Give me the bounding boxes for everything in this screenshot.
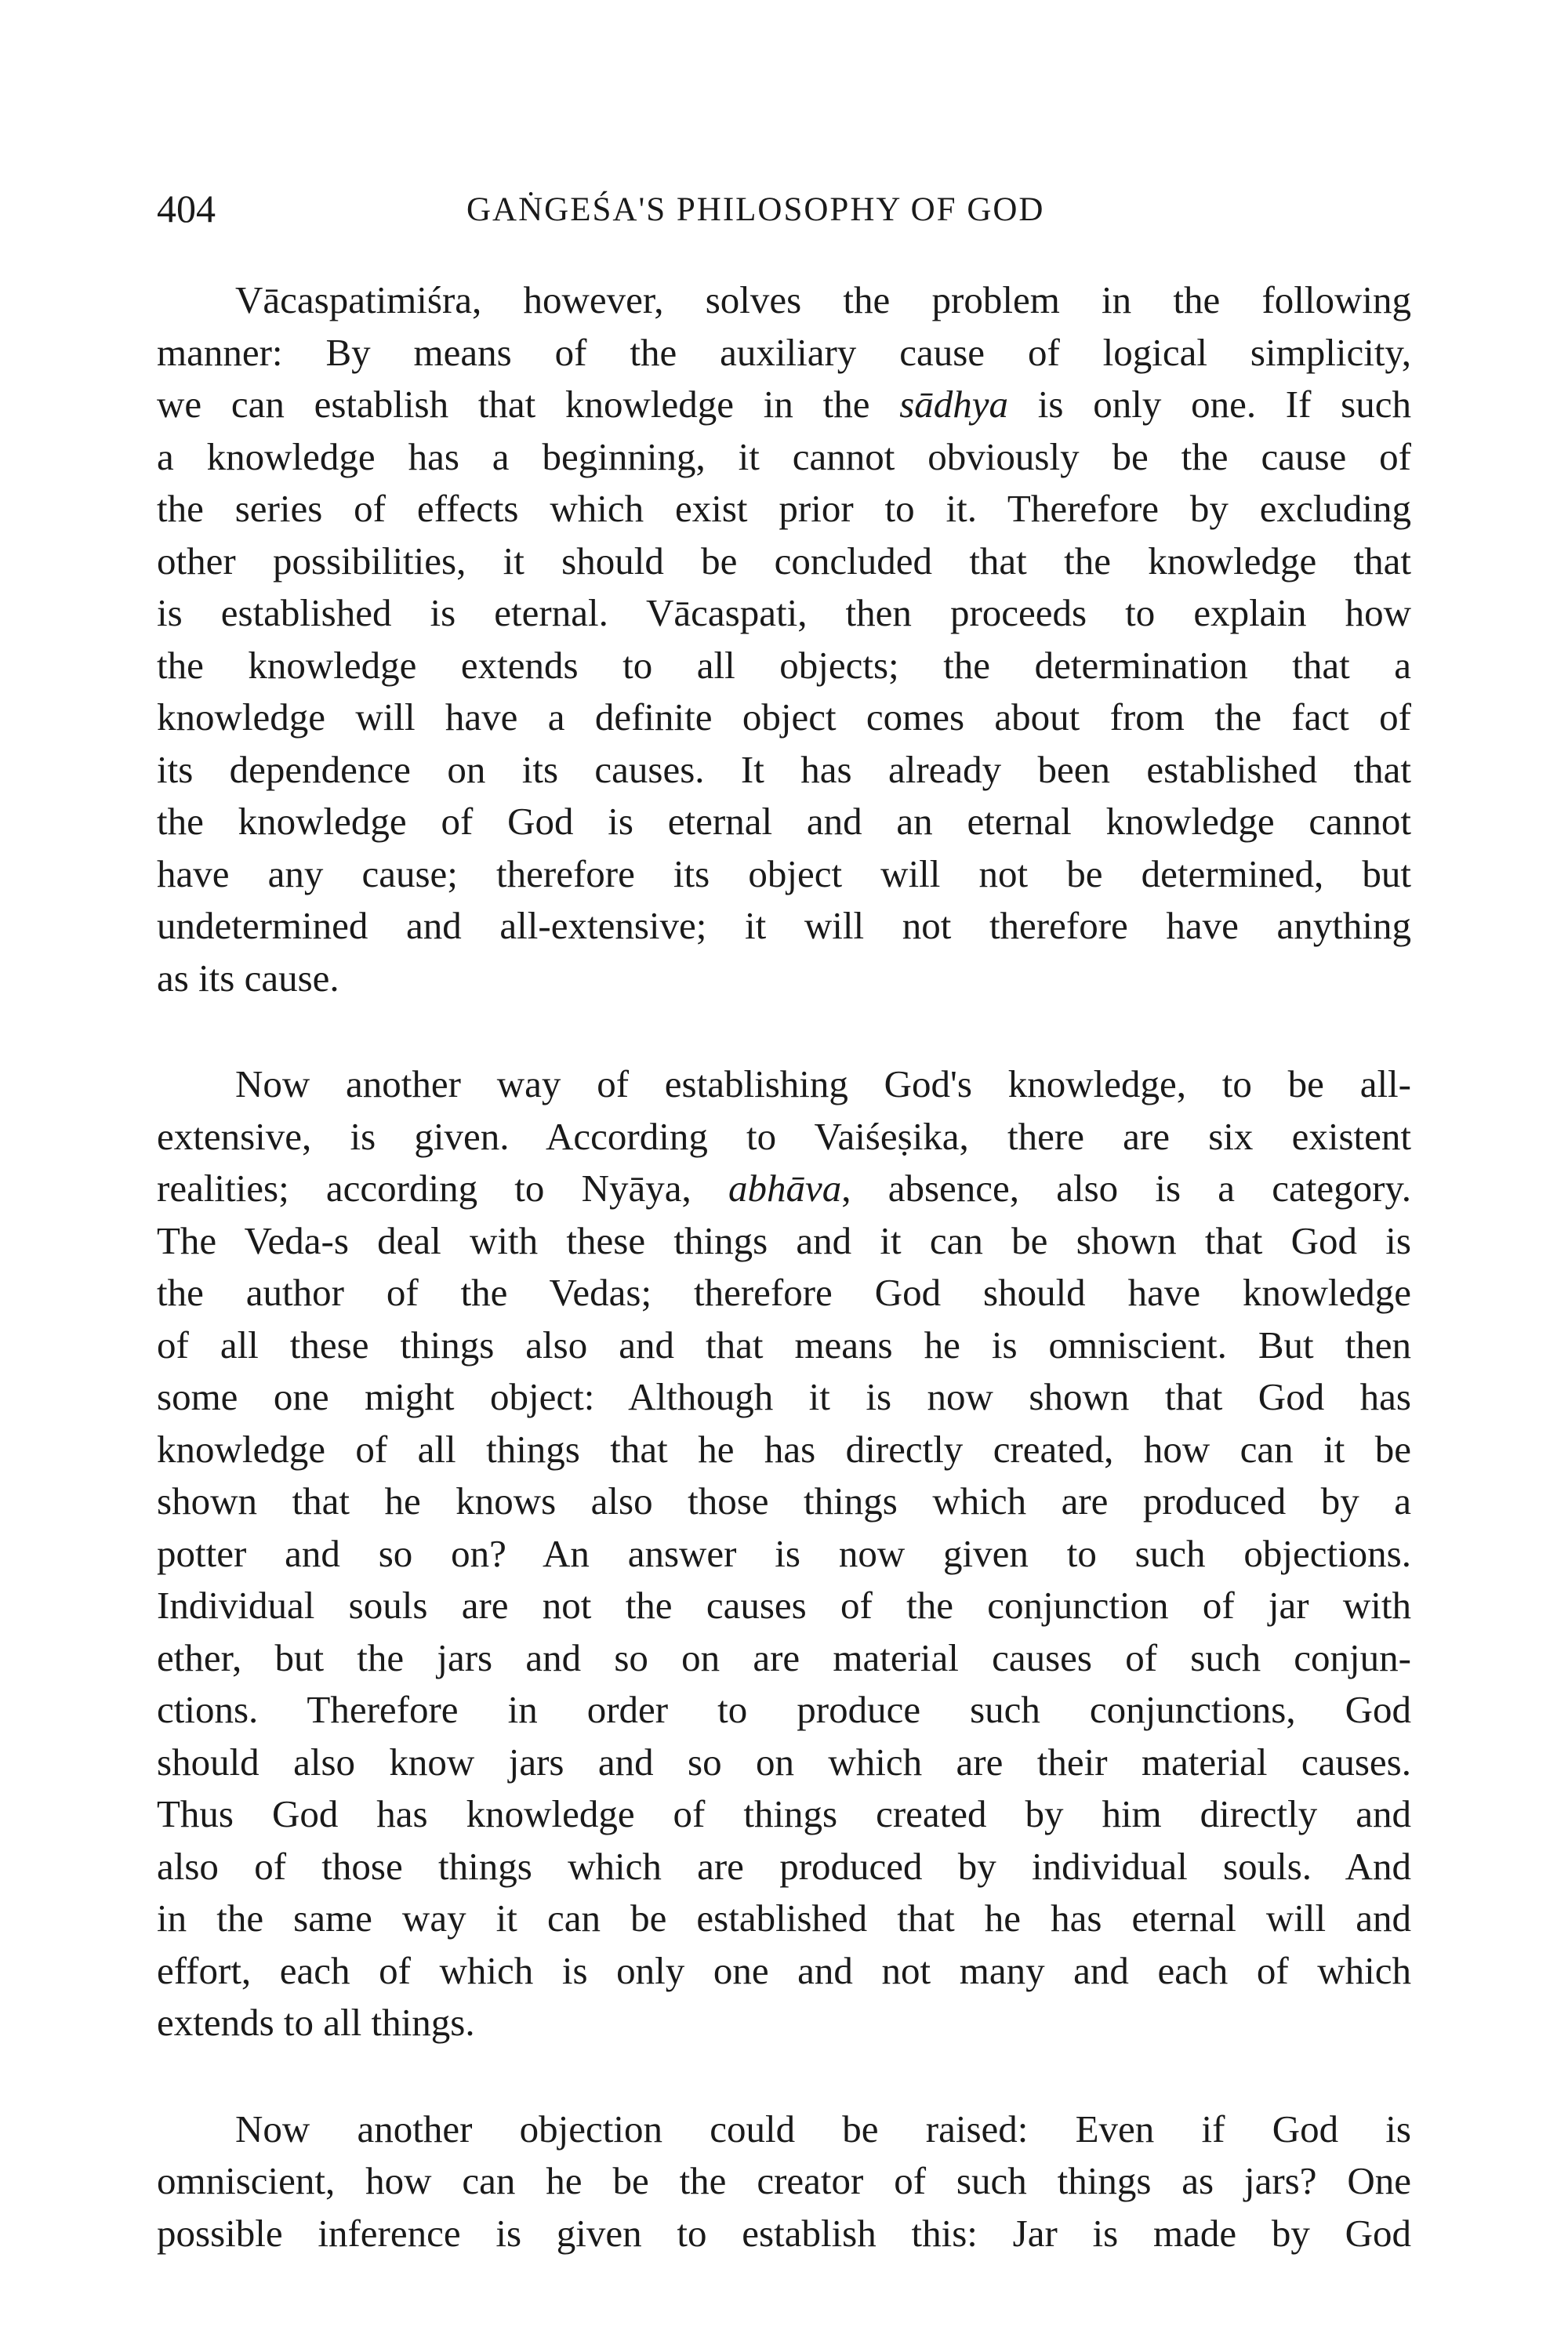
text-segment: we can establish that knowledge in the bbox=[157, 383, 900, 426]
paragraph-1 bbox=[157, 274, 1411, 1004]
page-number: 404 bbox=[157, 187, 216, 230]
text-line: Thus God has knowledge of things created by him directly and bbox=[157, 1792, 1411, 1835]
text-line: manner: By means of the auxiliary cause of logical simplicity, bbox=[157, 330, 1411, 374]
text-line: also of those things which are produced by individual souls. And bbox=[157, 1844, 1411, 1888]
text-line: have any cause; therefore its object will not be determined, but bbox=[157, 851, 1411, 895]
text-line: some one might object: Although it is now shown that God has bbox=[157, 1375, 1411, 1418]
text-line: Individual souls are not the causes of the conjunction of jar with bbox=[157, 1584, 1411, 1627]
text-line: extends to all things. bbox=[157, 2001, 475, 2044]
page-header bbox=[157, 185, 1411, 240]
text-line: the knowledge of God is eternal and an eternal knowledge cannot bbox=[157, 800, 1411, 843]
text-line: other possibilities, it should be concluded that the knowledge that bbox=[157, 539, 1411, 583]
text-line: possible inference is given to establish this: Jar is made by God bbox=[157, 2211, 1411, 2255]
paragraph-2 bbox=[157, 1058, 1411, 2049]
text-line bbox=[157, 379, 1411, 431]
text-line: extensive, is given. According to Vaiśeṣika, there are six existent bbox=[157, 1114, 1411, 1158]
text-line: undetermined and all-extensive; it will not therefore have anything bbox=[157, 904, 1411, 947]
text-line: The Veda-s deal with these things and it can be shown that God is bbox=[157, 1218, 1411, 1262]
paragraph-3 bbox=[157, 2103, 1411, 2260]
text-line: Now another way of establishing God's knowledge, to be all- bbox=[235, 1062, 1411, 1105]
text-line: is established is eternal. Vācaspati, then proceeds to explain how bbox=[157, 591, 1411, 634]
text-line: ctions. Therefore in order to produce such conjunctions, God bbox=[157, 1688, 1411, 1731]
text-line: effort, each of which is only one and not many and each of which bbox=[157, 1948, 1411, 1992]
running-head: GAṄGEŚA'S PHILOSOPHY OF GOD bbox=[466, 191, 1045, 228]
italic-term: sādhya bbox=[899, 383, 1009, 426]
text-line: should also know jars and so on which are their material causes. bbox=[157, 1740, 1411, 1784]
text-line: potter and so on? An answer is now given to such objections. bbox=[157, 1531, 1411, 1575]
text-line: Vācaspatimiśra, however, solves the problem in the following bbox=[235, 278, 1411, 321]
italic-term: abhāva bbox=[728, 1167, 842, 1210]
text-segment: realities; according to Nyāya, bbox=[157, 1167, 728, 1210]
text-line: omniscient, how can he be the creator of such things as jars? One bbox=[157, 2159, 1411, 2202]
text-line: knowledge will have a definite object comes about from the fact of bbox=[157, 695, 1411, 739]
text-line: as its cause. bbox=[157, 956, 339, 1000]
text-line: a knowledge has a beginning, it cannot obviously be the cause of bbox=[157, 434, 1411, 478]
text-line: shown that he knows also those things which are produced by a bbox=[157, 1479, 1411, 1523]
text-line: ether, but the jars and so on are material causes of such conjun- bbox=[157, 1635, 1411, 1679]
text-line: knowledge of all things that he has directly created, how can it be bbox=[157, 1427, 1411, 1471]
text-line: in the same way it can be established that he has eternal will and bbox=[157, 1896, 1411, 1940]
text-line: the series of effects which exist prior to it. Therefore by excluding bbox=[157, 487, 1411, 530]
text-line: Now another objection could be raised: Even if God is bbox=[235, 2107, 1411, 2151]
text-line: of all these things also and that means he is omniscient. But then bbox=[157, 1323, 1411, 1367]
text-line: the knowledge extends to all objects; the determination that a bbox=[157, 643, 1411, 687]
text-line: the author of the Vedas; therefore God should have knowledge bbox=[157, 1271, 1411, 1314]
text-segment: , absence, also is a category. bbox=[841, 1167, 1412, 1210]
text-segment: is only one. If such bbox=[1008, 383, 1412, 426]
text-line: its dependence on its causes. It has already been established that bbox=[157, 747, 1411, 791]
body-text bbox=[157, 274, 1411, 2314]
text-line bbox=[157, 1163, 1411, 1215]
